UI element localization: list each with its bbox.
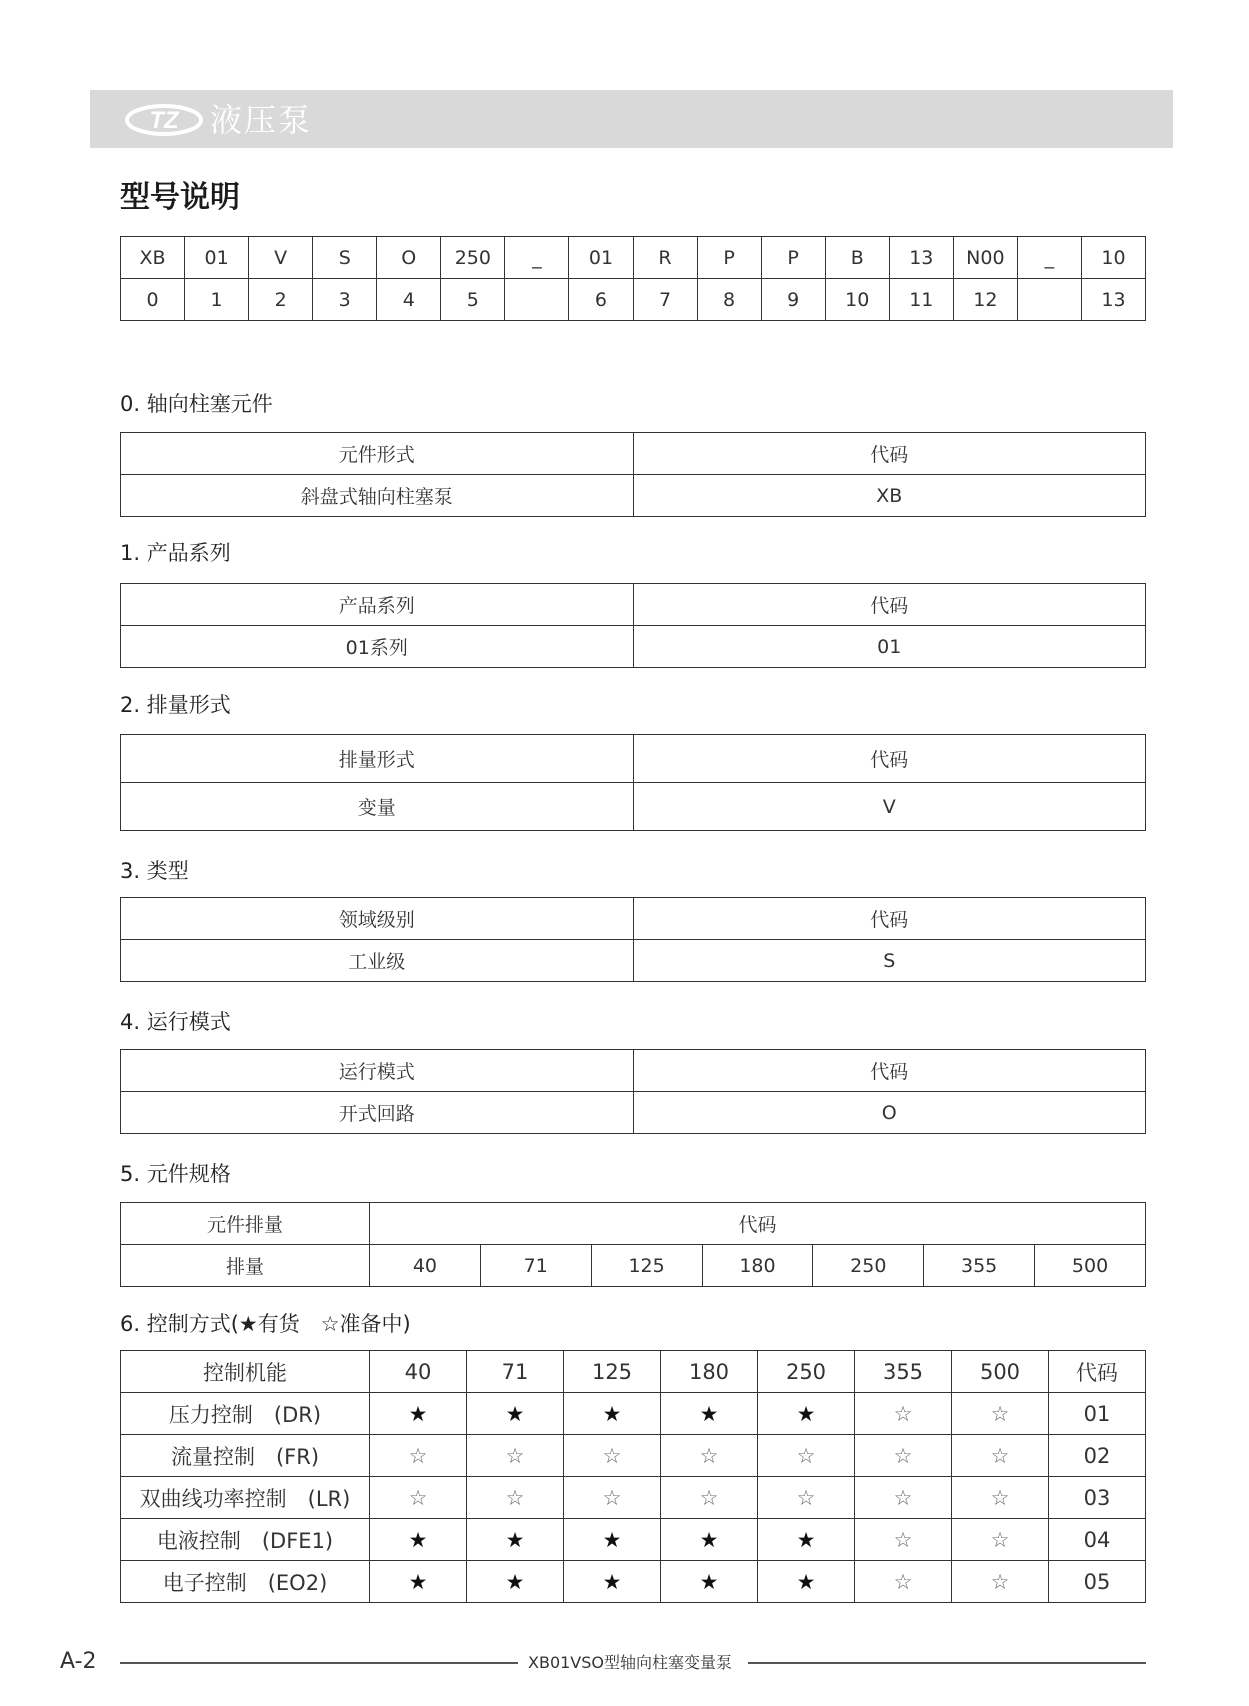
availability-mark: ★ — [467, 1393, 564, 1435]
control-row — [121, 1561, 1146, 1603]
displacement-cell: 125 — [591, 1245, 702, 1287]
displacement-cell: 355 — [924, 1245, 1035, 1287]
control-label: 电液控制 (DFE1) — [121, 1519, 370, 1561]
availability-mark: ★ — [467, 1561, 564, 1603]
index-cell: 12 — [953, 279, 1017, 321]
index-cell: 9 — [761, 279, 825, 321]
col-header: 代码 — [633, 898, 1146, 940]
col-header: 领域级别 — [121, 898, 634, 940]
code-row — [121, 237, 1146, 279]
col-header: 500 — [952, 1351, 1049, 1393]
index-cell: 10 — [825, 279, 889, 321]
availability-mark: ★ — [758, 1561, 855, 1603]
availability-mark: ☆ — [855, 1435, 952, 1477]
header-title: 液压泵 — [210, 101, 313, 139]
footer-title: XB01VSO型轴向柱塞变量泵 — [528, 1653, 732, 1672]
availability-mark: ★ — [564, 1393, 661, 1435]
displacement-cell: 180 — [702, 1245, 813, 1287]
section-heading-3: 3. 类型 — [120, 859, 189, 883]
control-label: 流量控制 (FR) — [121, 1435, 370, 1477]
tz-logo-icon — [124, 103, 204, 137]
code-value-cell: XB — [633, 475, 1146, 517]
availability-mark: ☆ — [952, 1393, 1049, 1435]
section-heading-4: 4. 运行模式 — [120, 1010, 231, 1034]
control-row — [121, 1519, 1146, 1561]
index-cell: 8 — [697, 279, 761, 321]
col-header: 250 — [758, 1351, 855, 1393]
code-cell: R — [633, 237, 697, 279]
value-cell: 变量 — [121, 783, 634, 831]
section-heading-6: 6. 控制方式(★有货 ☆准备中) — [120, 1312, 411, 1336]
availability-mark: ☆ — [370, 1477, 467, 1519]
availability-mark: ☆ — [467, 1435, 564, 1477]
col-header: 代码 — [633, 735, 1146, 783]
availability-mark: ☆ — [952, 1435, 1049, 1477]
section-heading-1: 1. 产品系列 — [120, 541, 231, 565]
availability-mark: ★ — [370, 1519, 467, 1561]
control-label: 双曲线功率控制 (LR) — [121, 1477, 370, 1519]
availability-mark: ★ — [564, 1519, 661, 1561]
index-cell: 3 — [313, 279, 377, 321]
col-header: 代码 — [1049, 1351, 1146, 1393]
availability-mark: ☆ — [758, 1477, 855, 1519]
section-table-1 — [120, 583, 1146, 668]
control-header-row — [121, 1351, 1146, 1393]
availability-mark: ★ — [661, 1561, 758, 1603]
code-cell: P — [761, 237, 825, 279]
section-table-0 — [120, 432, 1146, 517]
logo-text: TZ — [149, 107, 179, 134]
col-header: 代码 — [633, 1050, 1146, 1092]
availability-mark: ★ — [370, 1393, 467, 1435]
col-header: 排量形式 — [121, 735, 634, 783]
col-header: 125 — [564, 1351, 661, 1393]
displacement-cell: 71 — [480, 1245, 591, 1287]
control-row — [121, 1435, 1146, 1477]
control-row — [121, 1393, 1146, 1435]
col-header: 代码 — [633, 584, 1146, 626]
value-cell: 开式回路 — [121, 1092, 634, 1134]
code-cell: _ — [505, 237, 569, 279]
section-heading-2: 2. 排量形式 — [120, 693, 231, 717]
col-header: 运行模式 — [121, 1050, 634, 1092]
availability-mark: ★ — [661, 1519, 758, 1561]
control-table — [120, 1350, 1146, 1603]
value-cell: 斜盘式轴向柱塞泵 — [121, 475, 634, 517]
availability-mark: ☆ — [855, 1519, 952, 1561]
control-code: 03 — [1049, 1477, 1146, 1519]
col-header: 71 — [467, 1351, 564, 1393]
index-cell — [1017, 279, 1081, 321]
code-cell: S — [313, 237, 377, 279]
code-value-cell: O — [633, 1092, 1146, 1134]
control-label: 压力控制 (DR) — [121, 1393, 370, 1435]
index-cell — [505, 279, 569, 321]
availability-mark: ☆ — [855, 1477, 952, 1519]
availability-mark: ☆ — [758, 1435, 855, 1477]
availability-mark: ☆ — [564, 1435, 661, 1477]
index-cell: 6 — [569, 279, 633, 321]
index-cell: 13 — [1081, 279, 1145, 321]
code-cell: 250 — [441, 237, 505, 279]
col-header: 元件形式 — [121, 433, 634, 475]
code-cell: _ — [1017, 237, 1081, 279]
index-cell: 2 — [249, 279, 313, 321]
control-code: 05 — [1049, 1561, 1146, 1603]
col-header: 代码 — [633, 433, 1146, 475]
value-cell: 01系列 — [121, 626, 634, 668]
footer-divider-left — [120, 1662, 518, 1664]
footer-divider-right — [748, 1662, 1146, 1664]
code-cell: 01 — [569, 237, 633, 279]
availability-mark: ★ — [370, 1561, 467, 1603]
availability-mark: ★ — [661, 1393, 758, 1435]
code-cell: XB — [121, 237, 185, 279]
availability-mark: ☆ — [661, 1435, 758, 1477]
availability-mark: ☆ — [952, 1519, 1049, 1561]
availability-mark: ★ — [758, 1393, 855, 1435]
section-heading-5: 5. 元件规格 — [120, 1162, 231, 1186]
index-cell: 11 — [889, 279, 953, 321]
col-header: 180 — [661, 1351, 758, 1393]
code-value-cell: S — [633, 940, 1146, 982]
col-header: 元件排量 — [121, 1203, 370, 1245]
availability-mark: ★ — [564, 1561, 661, 1603]
col-header: 控制机能 — [121, 1351, 370, 1393]
section-table-2 — [120, 734, 1146, 831]
spec-table — [120, 1202, 1146, 1287]
index-cell: 0 — [121, 279, 185, 321]
model-code-table — [120, 236, 1146, 321]
index-cell: 1 — [185, 279, 249, 321]
section-table-4 — [120, 1049, 1146, 1134]
section-heading-0: 0. 轴向柱塞元件 — [120, 392, 273, 416]
availability-mark: ☆ — [952, 1477, 1049, 1519]
availability-mark: ☆ — [855, 1393, 952, 1435]
value-cell: 工业级 — [121, 940, 634, 982]
footer-page-number: A-2 — [60, 1649, 97, 1674]
displacement-cell: 500 — [1035, 1245, 1146, 1287]
displacement-cell: 250 — [813, 1245, 924, 1287]
code-cell: O — [377, 237, 441, 279]
col-header: 代码 — [370, 1203, 1146, 1245]
col-header: 产品系列 — [121, 584, 634, 626]
availability-mark: ☆ — [467, 1477, 564, 1519]
control-code: 01 — [1049, 1393, 1146, 1435]
availability-mark: ★ — [758, 1519, 855, 1561]
code-cell: V — [249, 237, 313, 279]
availability-mark: ☆ — [661, 1477, 758, 1519]
control-code: 04 — [1049, 1519, 1146, 1561]
index-cell: 4 — [377, 279, 441, 321]
index-cell: 5 — [441, 279, 505, 321]
code-cell: 13 — [889, 237, 953, 279]
availability-mark: ☆ — [370, 1435, 467, 1477]
control-code: 02 — [1049, 1435, 1146, 1477]
code-cell: 01 — [185, 237, 249, 279]
code-cell: B — [825, 237, 889, 279]
control-label: 电子控制 (EO2) — [121, 1561, 370, 1603]
code-cell: P — [697, 237, 761, 279]
col-header: 355 — [855, 1351, 952, 1393]
code-value-cell: 01 — [633, 626, 1146, 668]
page-title: 型号说明 — [120, 180, 240, 215]
availability-mark: ☆ — [855, 1561, 952, 1603]
index-cell: 7 — [633, 279, 697, 321]
code-cell: 10 — [1081, 237, 1145, 279]
availability-mark: ★ — [467, 1519, 564, 1561]
index-row — [121, 279, 1146, 321]
code-cell: N00 — [953, 237, 1017, 279]
col-header: 40 — [370, 1351, 467, 1393]
code-value-cell: V — [633, 783, 1146, 831]
displacement-cell: 40 — [370, 1245, 481, 1287]
section-table-3 — [120, 897, 1146, 982]
availability-mark: ☆ — [952, 1561, 1049, 1603]
availability-mark: ☆ — [564, 1477, 661, 1519]
row-label: 排量 — [121, 1245, 370, 1287]
control-row — [121, 1477, 1146, 1519]
